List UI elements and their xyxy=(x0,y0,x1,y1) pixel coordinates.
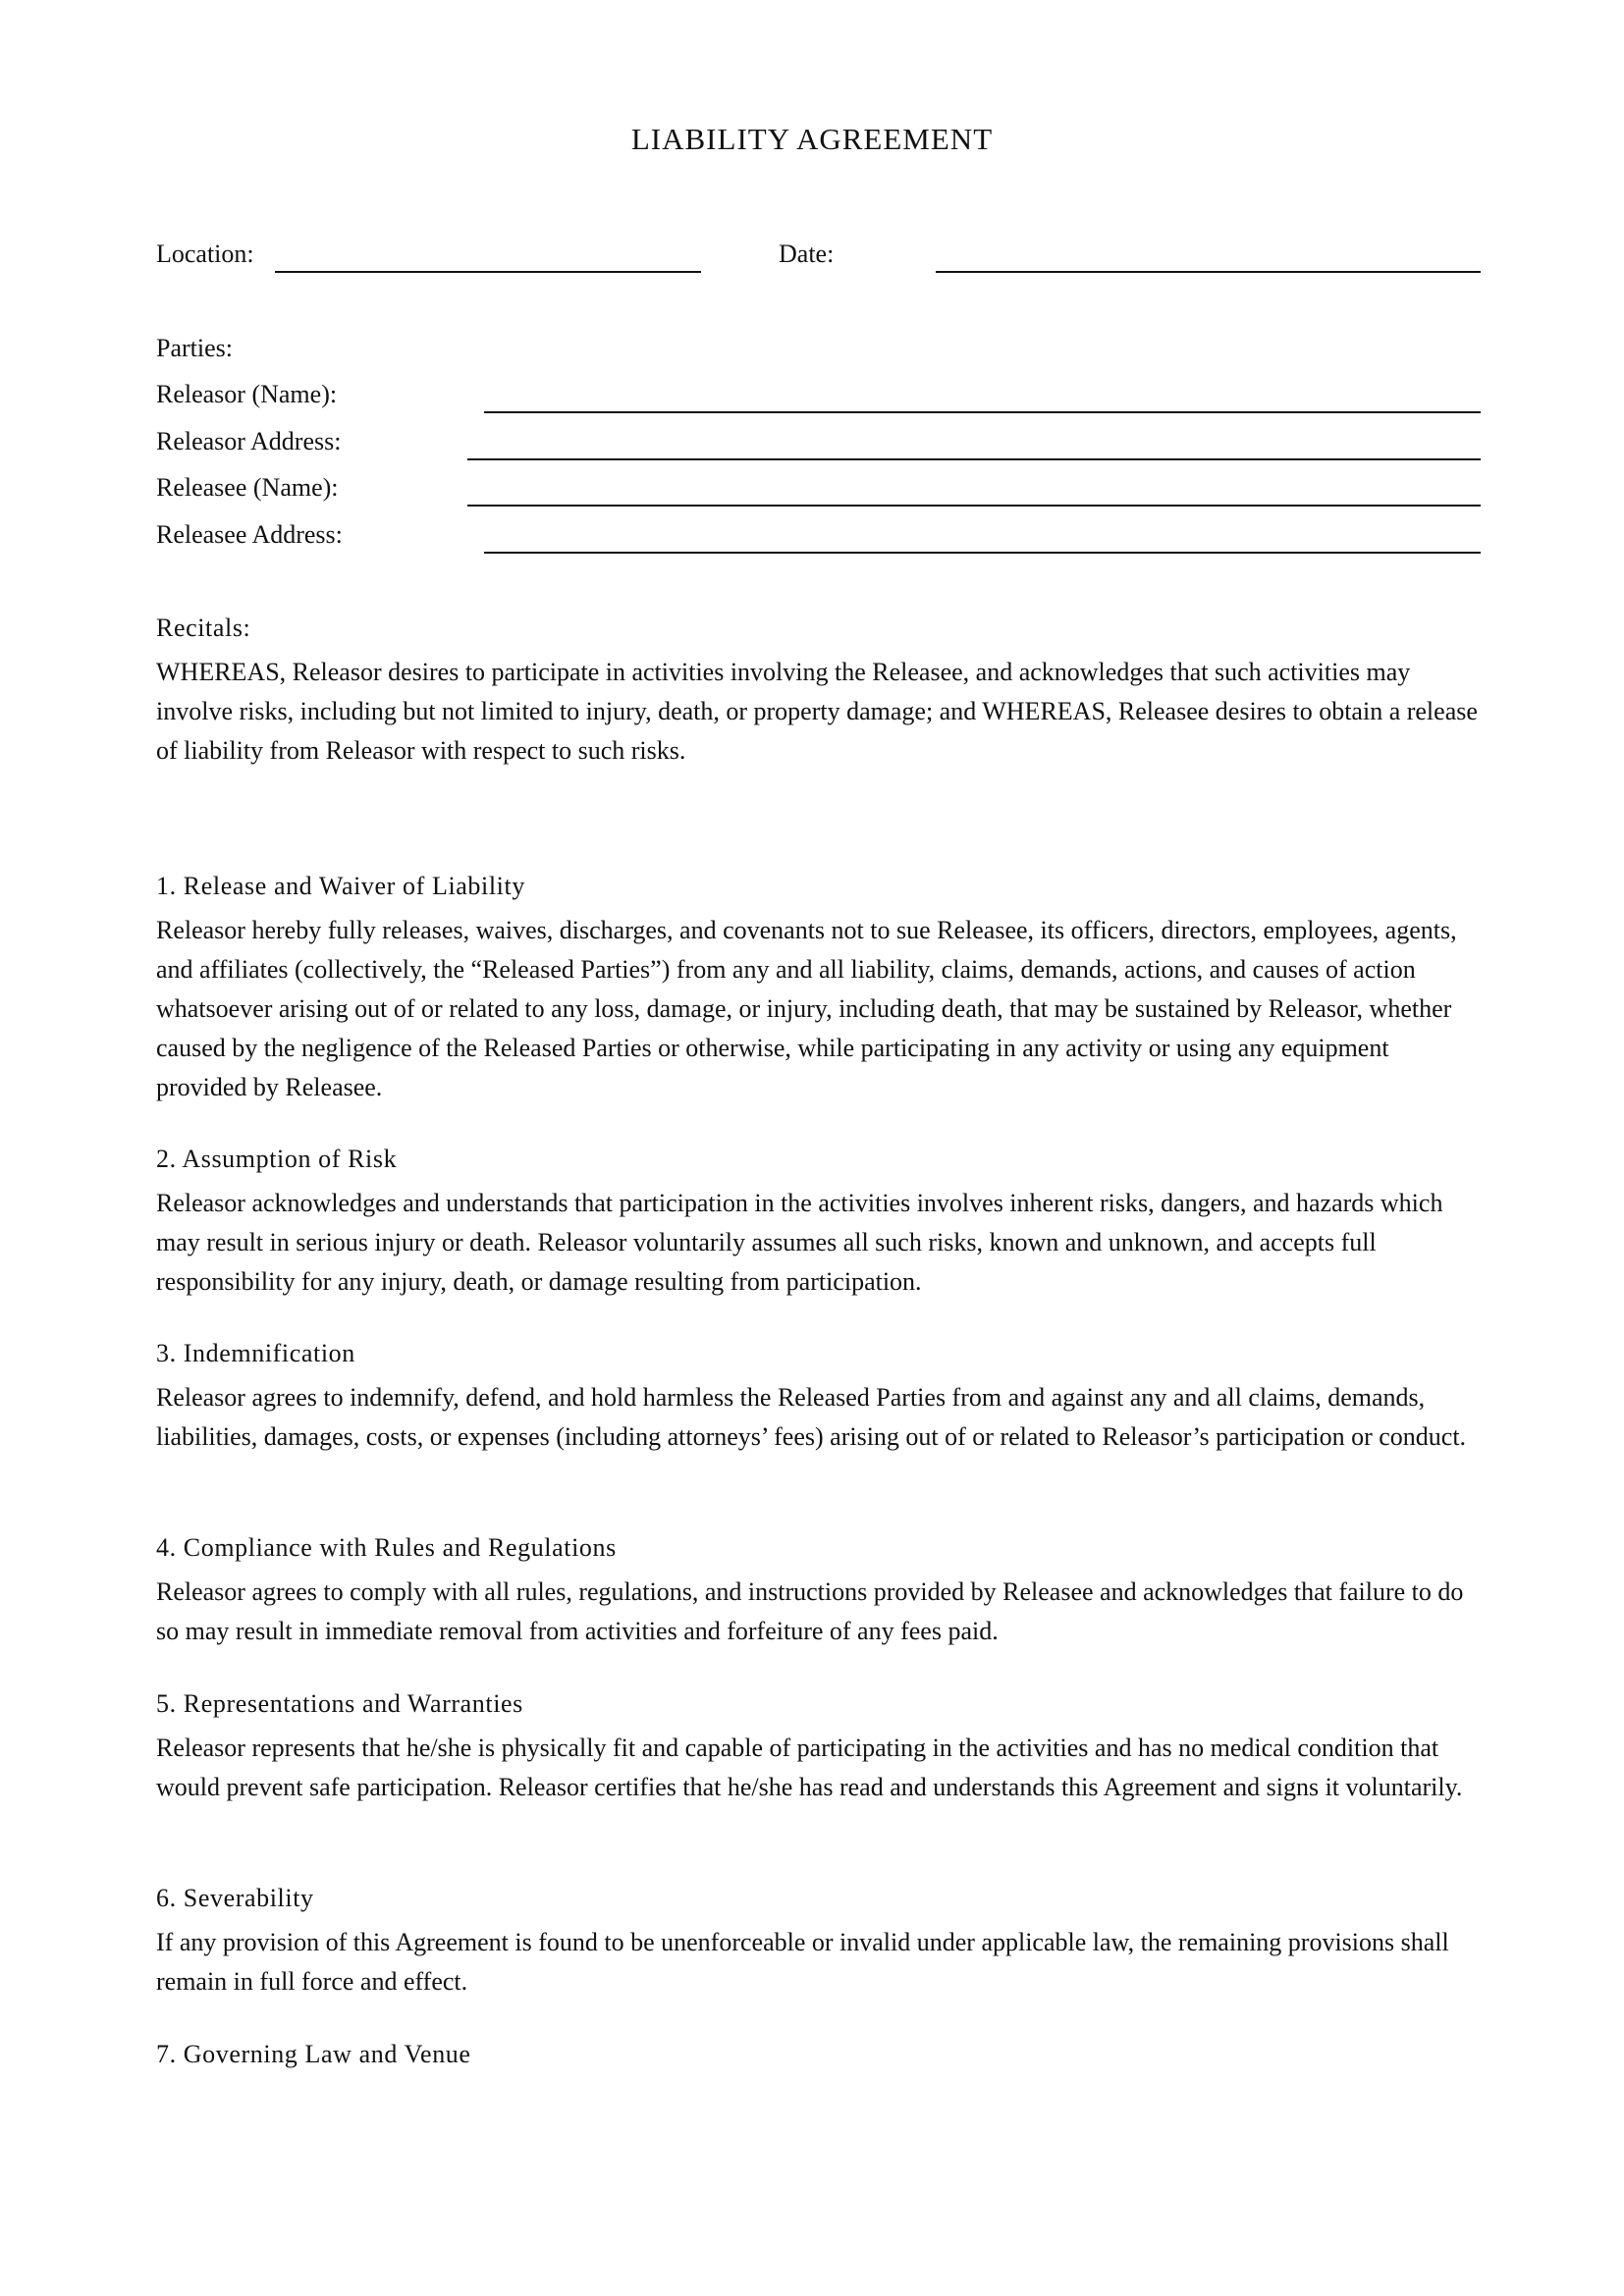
section-assumption-of-risk xyxy=(156,1145,1482,1302)
releasee-address-label: Releasee Address: xyxy=(156,520,343,549)
date-label: Date: xyxy=(779,240,835,268)
section-text: If any provision of this Agreement is found to be unenforceable or invalid under applicable law, the remaining provisions shall remain in full force and effect. xyxy=(156,1928,1449,1996)
section-text: Releasor agrees to comply with all rules, regulations, and instructions provided by Releasee and acknowledges that failure to do so may result in immediate removal from activities and forfeiture of any fees paid. xyxy=(156,1577,1464,1645)
recitals-section xyxy=(156,614,1482,771)
section-heading: 5. Representations and Warranties xyxy=(156,1689,523,1718)
releasor-name-label: Releasor (Name): xyxy=(156,380,338,408)
date-field[interactable] xyxy=(936,271,1481,273)
releasor-address-field[interactable] xyxy=(467,458,1481,460)
recitals-text: WHEREAS, Releasor desires to participate in activities involving the Releasee, and acknowledges that such activities may involve risks, including but not limited to injury, death, or property damage; and WHEREAS, Releasee desires to obtain a release of liability from Releasor with respect to such risks. xyxy=(156,658,1478,765)
releasor-address-label: Releasor Address: xyxy=(156,427,342,455)
document-title: LIABILITY AGREEMENT xyxy=(630,122,994,156)
section-text: Releasor represents that he/she is physically fit and capable of participating in the activities and has no medical condition that would prevent safe participation. Releasor certifies that he/she has read and understands this Agreement and signs it voluntarily. xyxy=(156,1734,1463,1801)
releasee-name-label: Releasee (Name): xyxy=(156,473,339,502)
section-text: Releasor agrees to indemnify, defend, and hold harmless the Released Parties from and against any and all claims, demands, liabilities, damages, costs, or expenses (including attorneys’ fees) arising out of or related to Releasor’s participation or conduct. xyxy=(156,1383,1467,1451)
location-label: Location: xyxy=(156,240,254,268)
section-heading: 2. Assumption of Risk xyxy=(156,1145,398,1173)
releasor-name-field[interactable] xyxy=(484,411,1481,413)
section-heading: 1. Release and Waiver of Liability xyxy=(156,872,525,900)
section-indemnification xyxy=(156,1339,1482,1457)
section-release-waiver xyxy=(156,872,1482,1107)
recitals-heading: Recitals: xyxy=(156,614,251,642)
releasee-name-field[interactable] xyxy=(467,505,1481,507)
section-heading: 6. Severability xyxy=(156,1884,314,1912)
location-field[interactable] xyxy=(275,271,701,273)
releasee-address-field[interactable] xyxy=(484,552,1481,554)
parties-heading: Parties: xyxy=(156,334,233,362)
section-governing-law xyxy=(156,2040,1482,2079)
section-heading: 7. Governing Law and Venue xyxy=(156,2040,471,2068)
section-text: Releasor acknowledges and understands that participation in the activities involves inherent risks, dangers, and hazards which may result in serious injury or death. Releasor voluntarily assumes all such risks, known and unknown, and accepts full responsibility for any injury, death, or damage resulting from participation. xyxy=(156,1189,1443,1296)
section-heading: 4. Compliance with Rules and Regulations xyxy=(156,1533,617,1562)
section-representations xyxy=(156,1689,1482,1807)
section-text: Releasor hereby fully releases, waives, discharges, and covenants not to sue Releasee, its officers, directors, employees, agents, and affiliates (collectively, the “Released Parties”) from any and all liability, claims, demands, actions, and causes of action whatsoever arising out of or related to any loss, damage, or injury, including death, that may be sustained by Releasor, whether caused by the negligence of the Released Parties or otherwise, while participating in any activity or using any equipment provided by Releasee. xyxy=(156,916,1457,1101)
section-heading: 3. Indemnification xyxy=(156,1339,355,1367)
section-compliance xyxy=(156,1533,1482,1651)
section-severability xyxy=(156,1884,1482,2002)
